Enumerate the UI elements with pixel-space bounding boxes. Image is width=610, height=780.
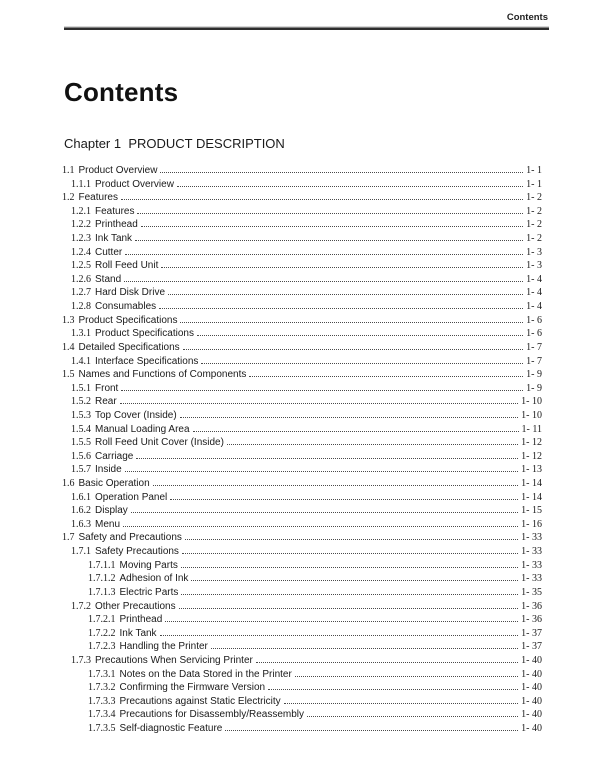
toc-entry — [62, 450, 542, 464]
toc-entry-title: Roll Feed Unit Cover (Inside) — [95, 437, 224, 449]
toc-entry-title: Moving Parts — [119, 559, 178, 571]
toc-entry-number: 1.2.2 — [71, 219, 91, 231]
toc-entry-page: 1- 2 — [526, 205, 542, 217]
toc-dot-leader — [124, 281, 523, 282]
toc-entry-title: Consumables — [95, 301, 157, 313]
toc-entry-title: Self-diagnostic Feature — [119, 722, 223, 734]
toc-entry — [62, 668, 542, 682]
toc-entry — [62, 314, 542, 328]
toc-entry-page: 1- 33 — [521, 573, 542, 585]
toc-entry-page: 1- 40 — [521, 695, 542, 707]
toc-dot-leader — [284, 703, 518, 704]
toc-entry-title: Rear — [95, 396, 117, 408]
toc-entry-number: 1.7.3.1 — [88, 668, 116, 680]
toc-entry — [62, 286, 542, 300]
toc-entry — [62, 627, 542, 641]
toc-entry-title: Electric Parts — [119, 586, 179, 598]
toc-entry-number: 1.2.8 — [71, 301, 91, 313]
toc-entry — [62, 191, 542, 205]
toc-entry-page: 1- 7 — [526, 341, 542, 353]
toc-entry-page: 1- 33 — [521, 546, 542, 558]
toc-entry-title: Top Cover (Inside) — [95, 409, 177, 421]
toc-dot-leader — [165, 621, 518, 622]
toc-entry-title: Safety and Precautions — [78, 532, 182, 544]
toc-entry-number: 1.5.6 — [71, 450, 91, 462]
toc-dot-leader — [193, 431, 519, 432]
toc-entry-title: Handling the Printer — [119, 641, 208, 653]
toc-entry — [62, 504, 542, 518]
toc-entry-page: 1- 6 — [526, 328, 542, 340]
toc-entry — [62, 395, 542, 409]
toc-entry — [62, 695, 542, 709]
toc-dot-leader — [161, 267, 523, 268]
toc-entry-title: Ink Tank — [119, 627, 157, 639]
toc-entry — [62, 246, 542, 260]
toc-dot-leader — [168, 294, 523, 295]
toc-dot-leader — [268, 689, 518, 690]
toc-dot-leader — [256, 662, 518, 663]
toc-entry-title: Interface Specifications — [95, 355, 199, 367]
toc-entry-title: Names and Functions of Components — [78, 369, 247, 381]
toc-entry-page: 1- 4 — [526, 287, 542, 299]
toc-entry-page: 1- 11 — [521, 423, 542, 435]
toc-entry-number: 1.2.4 — [71, 246, 91, 258]
toc-entry-title: Ink Tank — [95, 233, 133, 245]
toc-entry-page: 1- 37 — [521, 641, 542, 653]
toc-dot-leader — [225, 730, 518, 731]
toc-dot-leader — [180, 322, 523, 323]
toc-entry — [62, 232, 542, 246]
toc-entry-page: 1- 33 — [521, 559, 542, 571]
toc-entry-title: Printhead — [119, 614, 163, 626]
toc-entry-number: 1.7.1.3 — [88, 586, 116, 598]
toc-entry-page: 1- 14 — [521, 491, 542, 503]
toc-entry-page: 1- 3 — [526, 260, 542, 272]
toc-dot-leader — [131, 512, 518, 513]
toc-entry — [62, 572, 542, 586]
toc-entry-page: 1- 2 — [526, 233, 542, 245]
toc-entry-title: Roll Feed Unit — [95, 260, 159, 272]
toc-entry — [62, 218, 542, 232]
toc-dot-leader — [227, 444, 518, 445]
toc-entry-number: 1.6.2 — [71, 505, 91, 517]
toc-entry-page: 1- 6 — [526, 314, 542, 326]
toc-entry-number: 1.2.7 — [71, 287, 91, 299]
toc-dot-leader — [211, 648, 518, 649]
toc-entry-page: 1- 2 — [526, 192, 542, 204]
toc-entry — [62, 681, 542, 695]
toc-entry-page: 1- 40 — [521, 654, 542, 666]
toc-entry-title: Display — [95, 505, 128, 517]
toc-entry — [62, 368, 542, 382]
toc-dot-leader — [182, 553, 518, 554]
toc-entry-number: 1.2.5 — [71, 260, 91, 272]
toc-dot-leader — [181, 594, 518, 595]
toc-entry-number: 1.6.3 — [71, 518, 91, 530]
toc-entry — [62, 436, 542, 450]
toc-entry-number: 1.3 — [62, 314, 75, 326]
toc-entry-page: 1- 7 — [526, 355, 542, 367]
toc-entry-title: Front — [95, 382, 119, 394]
toc-dot-leader — [141, 226, 523, 227]
toc-entry-title: Adhesion of Ink — [119, 573, 189, 585]
toc-entry-page: 1- 35 — [521, 586, 542, 598]
toc-entry-number: 1.6 — [62, 478, 75, 490]
toc-entry — [62, 164, 542, 178]
toc-entry-title: Operation Panel — [95, 491, 168, 503]
toc-entry-number: 1.7.3.4 — [88, 709, 116, 721]
toc-dot-leader — [201, 363, 523, 364]
toc-entry-number: 1.2.1 — [71, 205, 91, 217]
toc-entry — [62, 178, 542, 192]
toc-entry-number: 1.7.1.1 — [88, 559, 116, 571]
toc-entry — [62, 531, 542, 545]
toc-entry-title: Product Specifications — [78, 314, 178, 326]
toc-entry-page: 1- 1 — [526, 178, 542, 190]
toc-entry-number: 1.7.3.5 — [88, 722, 116, 734]
toc-entry-title: Inside — [95, 464, 122, 476]
toc-entry-number: 1.7.2 — [71, 600, 91, 612]
toc-entry-number: 1.7.2.3 — [88, 641, 116, 653]
toc-dot-leader — [249, 376, 523, 377]
toc-entry-page: 1- 2 — [526, 219, 542, 231]
toc-entry-number: 1.2.3 — [71, 233, 91, 245]
toc-entry-page: 1- 33 — [521, 532, 542, 544]
toc-dot-leader — [177, 186, 523, 187]
toc-dot-leader — [181, 567, 518, 568]
toc-entry-page: 1- 1 — [526, 165, 542, 176]
toc-dot-leader — [159, 308, 523, 309]
toc-entry — [62, 423, 542, 437]
toc-entry-page: 1- 9 — [526, 382, 542, 394]
toc-entry — [62, 491, 542, 505]
toc-entry — [62, 259, 542, 273]
toc-entry-number: 1.5.5 — [71, 437, 91, 449]
toc-entry — [62, 518, 542, 532]
toc-entry — [62, 586, 542, 600]
toc-entry-number: 1.5.4 — [71, 423, 91, 435]
toc-entry — [62, 477, 542, 491]
toc-entry-title: Cutter — [95, 246, 123, 258]
toc-entry — [62, 640, 542, 654]
toc-entry-number: 1.1.1 — [71, 178, 91, 190]
toc-entry-title: Features — [78, 192, 118, 204]
toc-dot-leader — [160, 635, 519, 636]
toc-entry-number: 1.7 — [62, 532, 75, 544]
toc-entry — [62, 355, 542, 369]
toc-entry-number: 1.5.2 — [71, 396, 91, 408]
toc-entry-number: 1.2.6 — [71, 273, 91, 285]
toc-dot-leader — [121, 199, 523, 200]
toc-entry — [62, 600, 542, 614]
toc-entry-number: 1.7.3.3 — [88, 695, 116, 707]
toc-entry-number: 1.7.3 — [71, 654, 91, 666]
toc-entry-title: Printhead — [95, 219, 138, 231]
toc-entry-title: Basic Operation — [78, 478, 150, 490]
toc-entry — [62, 327, 542, 341]
toc-dot-leader — [185, 539, 518, 540]
toc-entry-number: 1.7.2.1 — [88, 614, 116, 626]
toc-entry — [62, 708, 542, 722]
page-title: Contents — [64, 77, 179, 108]
toc-dot-leader — [197, 335, 523, 336]
toc-dot-leader — [125, 254, 523, 255]
toc-entry-number: 1.5 — [62, 369, 75, 381]
toc-entry-title: Precautions for Disassembly/Reassembly — [119, 709, 305, 721]
toc-entry-title: Features — [95, 205, 135, 217]
toc-entry-number: 1.2 — [62, 192, 75, 204]
toc-entry-title: Hard Disk Drive — [95, 287, 166, 299]
toc-dot-leader — [120, 403, 518, 404]
toc-entry-title: Other Precautions — [95, 600, 176, 612]
toc-dot-leader — [307, 716, 518, 717]
toc-entry-title: Menu — [95, 518, 121, 530]
toc-entry-page: 1- 40 — [521, 668, 542, 680]
toc-entry-title: Notes on the Data Stored in the Printer — [119, 668, 292, 680]
toc-entry-title: Product Specifications — [95, 328, 194, 340]
toc-entry — [62, 654, 542, 668]
toc-entry-page: 1- 9 — [526, 369, 542, 381]
toc-dot-leader — [137, 213, 523, 214]
toc-entry-title: Manual Loading Area — [95, 423, 190, 435]
toc-entry-page: 1- 40 — [521, 682, 542, 694]
toc-entry-title: Stand — [95, 273, 122, 285]
toc-dot-leader — [153, 485, 519, 486]
header-rule — [64, 26, 549, 30]
toc-dot-leader — [191, 580, 518, 581]
toc-entry-title: Carriage — [95, 450, 134, 462]
toc-entry — [62, 341, 542, 355]
toc-entry-number: 1.3.1 — [71, 328, 91, 340]
toc-entry-number: 1.4.1 — [71, 355, 91, 367]
toc-dot-leader — [123, 526, 518, 527]
toc-entry-page: 1- 10 — [521, 396, 542, 408]
toc-dot-leader — [183, 349, 523, 350]
toc-dot-leader — [180, 417, 518, 418]
toc-entry — [62, 559, 542, 573]
toc-entry — [62, 409, 542, 423]
toc-dot-leader — [125, 471, 518, 472]
toc-entry-number: 1.7.1 — [71, 546, 91, 558]
toc-dot-leader — [121, 390, 523, 391]
toc-entry-number: 1.5.3 — [71, 409, 91, 421]
toc-entry-page: 1- 13 — [521, 464, 542, 476]
toc-entry-page: 1- 3 — [526, 246, 542, 258]
toc-entry-title: Product Overview — [95, 178, 174, 190]
toc-entry-title: Precautions against Static Electricity — [119, 695, 281, 707]
toc-entry-page: 1- 36 — [521, 614, 542, 626]
toc-entry-title: Detailed Specifications — [78, 341, 180, 353]
toc-entry-page: 1- 14 — [521, 478, 542, 490]
toc-entry-number: 1.1 — [62, 165, 75, 176]
toc-entry-page: 1- 12 — [521, 450, 542, 462]
toc-entry-page: 1- 37 — [521, 627, 542, 639]
toc-entry-page: 1- 4 — [526, 301, 542, 313]
toc-entry-page: 1- 40 — [521, 709, 542, 721]
toc-entry-number: 1.7.3.2 — [88, 682, 116, 694]
toc-entry-page: 1- 16 — [521, 518, 542, 530]
toc-entry-title: Safety Precautions — [95, 546, 179, 558]
chapter-heading: Chapter 1 PRODUCT DESCRIPTION — [64, 136, 285, 151]
toc-entry-title: Product Overview — [78, 165, 158, 176]
toc-entry — [62, 545, 542, 559]
toc-entry — [62, 300, 542, 314]
toc-entry-page: 1- 12 — [521, 437, 542, 449]
toc-entry — [62, 205, 542, 219]
toc-entry-number: 1.4 — [62, 341, 75, 353]
toc-entry-number: 1.5.7 — [71, 464, 91, 476]
toc-entry-number: 1.6.1 — [71, 491, 91, 503]
toc-entry — [62, 382, 542, 396]
toc-entry-page: 1- 10 — [521, 409, 542, 421]
toc-list — [62, 164, 542, 736]
toc-dot-leader — [295, 676, 518, 677]
toc-dot-leader — [179, 608, 519, 609]
running-header: Contents — [506, 12, 548, 23]
toc-entry-page: 1- 4 — [526, 273, 542, 285]
toc-entry — [62, 613, 542, 627]
toc-dot-leader — [135, 240, 523, 241]
toc-entry-page: 1- 36 — [521, 600, 542, 612]
toc-entry-number: 1.7.1.2 — [88, 573, 116, 585]
toc-entry-title: Precautions When Servicing Printer — [95, 654, 253, 666]
toc-entry — [62, 273, 542, 287]
toc-entry-title: Confirming the Firmware Version — [119, 682, 266, 694]
toc-entry-page: 1- 15 — [521, 505, 542, 517]
toc-entry-number: 1.7.2.2 — [88, 627, 116, 639]
toc-entry — [62, 722, 542, 736]
toc-entry-number: 1.5.1 — [71, 382, 91, 394]
toc-entry-page: 1- 40 — [521, 722, 542, 734]
toc-entry — [62, 463, 542, 477]
toc-dot-leader — [160, 172, 523, 173]
toc-dot-leader — [170, 499, 518, 500]
toc-dot-leader — [136, 458, 518, 459]
